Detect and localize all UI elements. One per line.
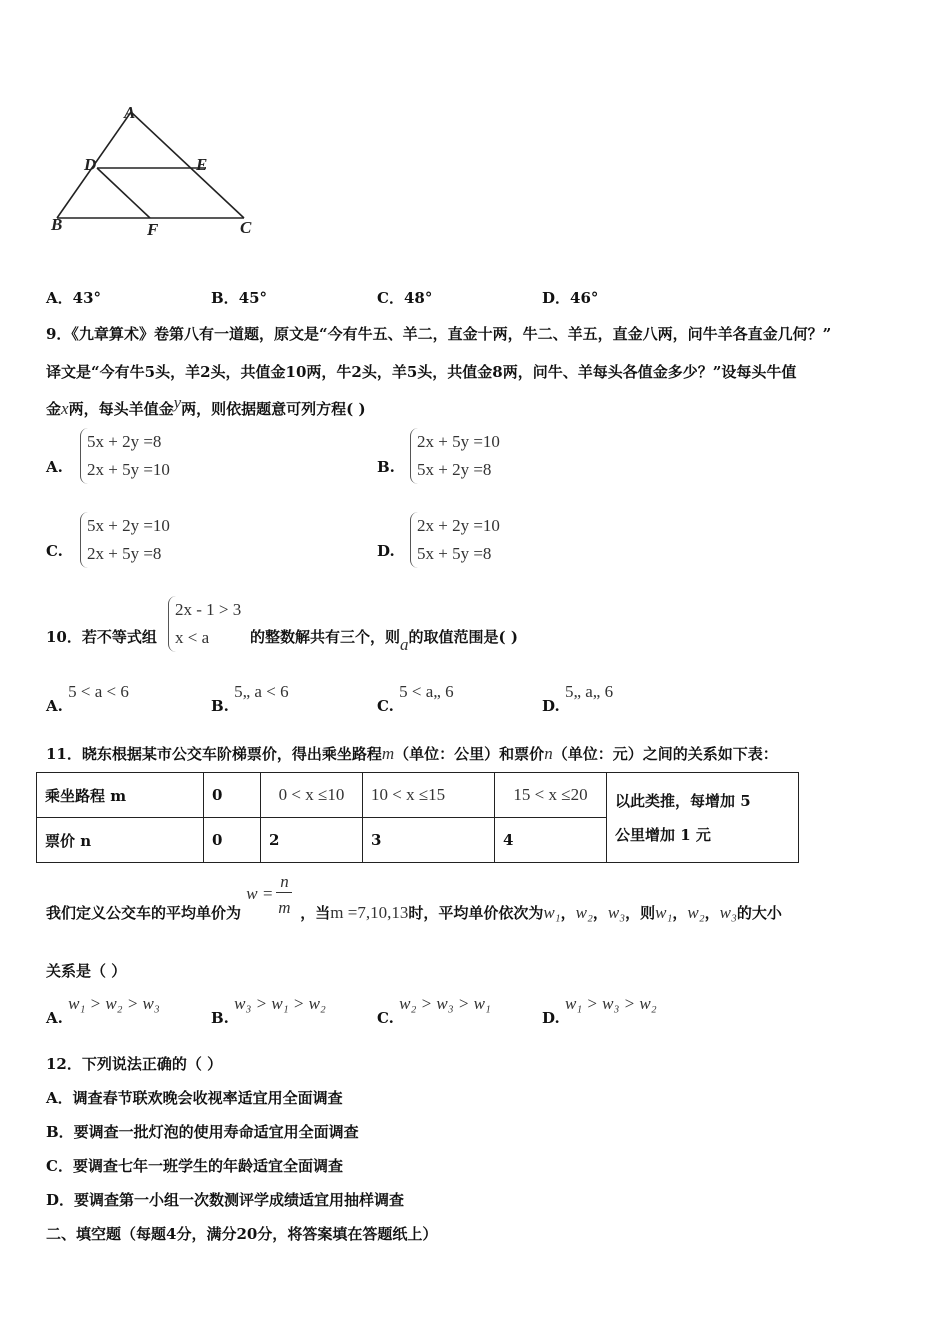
q10-option-a[interactable]: A. 5 < a < 6 bbox=[46, 682, 129, 715]
svg-text:B: B bbox=[51, 215, 63, 234]
q11-option-c[interactable]: C. w₂ > w₃ > w₁ bbox=[377, 994, 491, 1027]
section-heading: 二、填空题（每题4分，满分20分，将答案填在答题纸上） bbox=[46, 1225, 438, 1243]
q9-option-b-system: 2x + 5y =10 5x + 2y =8 bbox=[410, 428, 500, 484]
q12-option-a[interactable]: A．调查春节联欢晚会收视率适宜用全面调查 bbox=[46, 1089, 343, 1107]
q9-option-a-system: 5x + 2y =8 2x + 5y =10 bbox=[80, 428, 170, 484]
q11-definition: 我们定义公交车的平均单价为 w = n m ，当m =7,10,13时，平均单价依次为w₁，w₂，w₃，则w₁，w₂，w₃的大小 bbox=[46, 872, 782, 922]
q9-option-c-label[interactable]: C. bbox=[46, 542, 63, 560]
q9-option-c-system: 5x + 2y =10 2x + 5y =8 bbox=[80, 512, 170, 568]
q12-title: 12．下列说法正确的（ ） bbox=[46, 1055, 223, 1073]
fare-table bbox=[36, 772, 799, 863]
svg-text:E: E bbox=[196, 155, 208, 174]
q10-option-d[interactable]: D. 5„ a„ 6 bbox=[542, 682, 614, 715]
q8-option-d[interactable]: D．46° bbox=[542, 289, 599, 307]
q10-prefix: 10．若不等式组 bbox=[46, 628, 157, 646]
q12-option-b[interactable]: B．要调查一批灯泡的使用寿命适宜用全面调查 bbox=[46, 1123, 359, 1141]
q11-option-a[interactable]: A. w₁ > w₂ > w₃ bbox=[46, 994, 160, 1027]
q11-option-d[interactable]: D. w₁ > w₃ > w₂ bbox=[542, 994, 657, 1027]
q10-system: 2x - 1 > 3 x < a bbox=[168, 596, 241, 652]
table-row: 票价 n 0 2 3 4 bbox=[37, 818, 799, 863]
q8-option-a[interactable]: A．43° bbox=[46, 289, 102, 307]
table-row: 乘坐路程 m 0 0 < x ≤10 10 < x ≤15 15 < x ≤20 以此类推，每增加 5 公里增加 1 元 bbox=[37, 773, 799, 818]
q10-text: 的整数解共有三个，则a的取值范围是( ) bbox=[250, 628, 518, 654]
q8-option-c[interactable]: C．48° bbox=[377, 289, 433, 307]
q12-option-d[interactable]: D．要调查第一小组一次数测评学成绩适宜用抽样调查 bbox=[46, 1191, 405, 1209]
q12-option-c[interactable]: C．要调查七年一班学生的年龄适宜全面调查 bbox=[46, 1157, 343, 1175]
q9-option-d-system: 2x + 2y =10 5x + 5y =8 bbox=[410, 512, 500, 568]
q11-option-b[interactable]: B. w₃ > w₁ > w₂ bbox=[211, 994, 326, 1027]
q10-option-c[interactable]: C. 5 < a„ 6 bbox=[377, 682, 454, 715]
q8-option-b[interactable]: B．45° bbox=[211, 289, 268, 307]
q9-option-d-label[interactable]: D. bbox=[377, 542, 395, 560]
q9-text-3: 金x两，每头羊值金y两，则依据题意可列方程( ) bbox=[46, 393, 366, 418]
svg-text:D: D bbox=[84, 155, 97, 174]
svg-text:A: A bbox=[124, 103, 136, 122]
svg-text:F: F bbox=[147, 220, 159, 239]
q9-text-2: 译文是“今有牛5头，羊2头，共值金10两，牛2头，羊5头，共值金8两，问牛、羊每头各值金多少？”设每头牛值 bbox=[46, 363, 797, 381]
triangle-figure bbox=[40, 100, 270, 240]
q10-option-b[interactable]: B. 5„ a < 6 bbox=[211, 682, 289, 715]
q9-option-a-label[interactable]: A. bbox=[46, 458, 63, 476]
q9-text-1: 9．《九章算术》卷第八有一道题，原文是“今有牛五、羊二，直金十两，牛二、羊五，直金八两，问牛羊各直金几何？” bbox=[46, 325, 832, 343]
svg-text:C: C bbox=[240, 218, 252, 237]
q9-option-b-label[interactable]: B. bbox=[377, 458, 395, 476]
q11-intro: 11．晓东根据某市公交车阶梯票价，得出乘坐路程m（单位：公里）和票价n（单位：元）之间的关系如下表： bbox=[46, 744, 778, 763]
q11-text-2: 关系是（ ） bbox=[46, 962, 127, 980]
formula: w = n m bbox=[246, 872, 291, 917]
